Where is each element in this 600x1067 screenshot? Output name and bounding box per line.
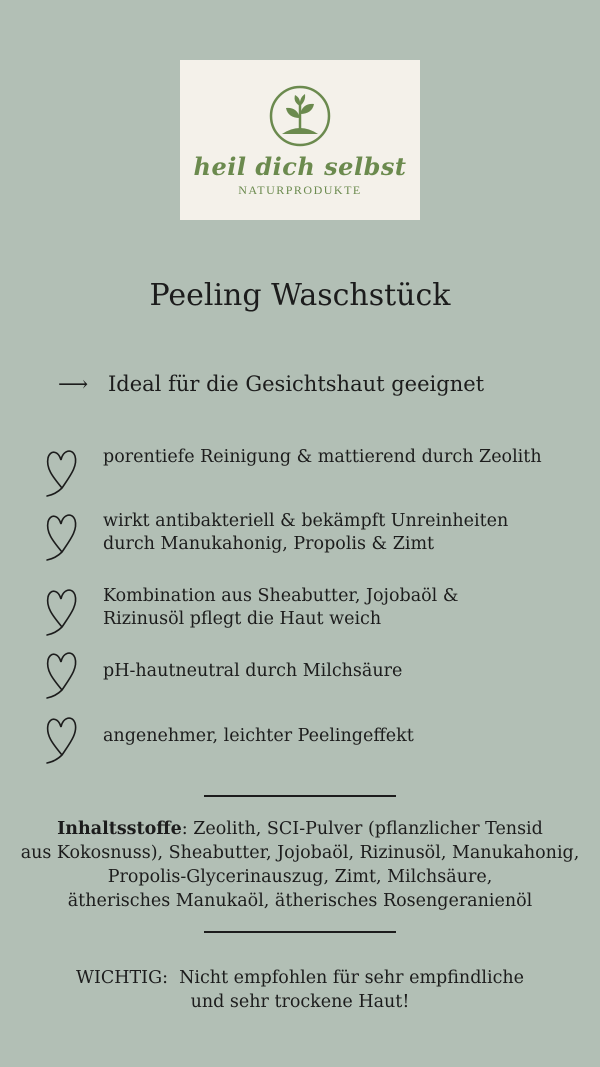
arrow-right-icon: ⟶ (58, 372, 89, 396)
ingredients-line: aus Kokosnuss), Sheabutter, Jojobaöl, Rizinusöl, Manukahonig, (20, 843, 580, 863)
highlight-text: Ideal für die Gesichtshaut geeignet (108, 372, 485, 396)
feature-text-line: Rizinusöl pflegt die Haut weich (103, 609, 382, 629)
sprout-icon (268, 84, 332, 148)
heart-icon (42, 446, 82, 498)
feature-text-line: pH-hautneutral durch Milchsäure (103, 661, 403, 681)
feature-item (42, 648, 562, 708)
feature-item (42, 446, 562, 506)
page-title: Peeling Waschstück (149, 278, 451, 313)
highlight-line (58, 372, 484, 396)
feature-text-line: Kombination aus Sheabutter, Jojobaöl & (103, 586, 459, 606)
divider (204, 795, 396, 797)
warning-line: WICHTIG: Nicht empfohlen für sehr empfindliche (75, 968, 525, 988)
heart-icon (42, 510, 82, 562)
ingredients-line: ätherisches Manukaöl, ätherisches Rosengeranienöl (67, 891, 533, 911)
warning-line: und sehr trockene Haut! (190, 992, 410, 1012)
feature-text-line: wirkt antibakteriell & bekämpft Unreinheiten (103, 511, 509, 531)
ingredients-line: Propolis-Glycerinauszug, Zimt, Milchsäure, (107, 867, 493, 887)
feature-text-line: angenehmer, leichter Peelingeffekt (103, 726, 414, 746)
warning-text (20, 966, 580, 1014)
heart-icon (42, 648, 82, 700)
feature-item (42, 585, 562, 645)
feature-text-line: durch Manukahonig, Propolis & Zimt (103, 534, 435, 554)
divider (204, 931, 396, 933)
feature-text-line: porentiefe Reinigung & mattierend durch Zeolith (103, 447, 542, 467)
heart-icon (42, 585, 82, 637)
ingredients-text (20, 817, 580, 913)
logo-brand: heil dich selbst (193, 152, 407, 181)
logo (180, 60, 420, 220)
ingredients-label: Inhaltsstoffe (57, 819, 182, 839)
feature-item (42, 713, 562, 773)
feature-item (42, 510, 562, 570)
logo-subtitle: NATURPRODUKTE (238, 183, 362, 197)
heart-icon (42, 713, 82, 765)
ingredients-line: : Zeolith, SCI-Pulver (pflanzlicher Tensid (181, 819, 543, 839)
